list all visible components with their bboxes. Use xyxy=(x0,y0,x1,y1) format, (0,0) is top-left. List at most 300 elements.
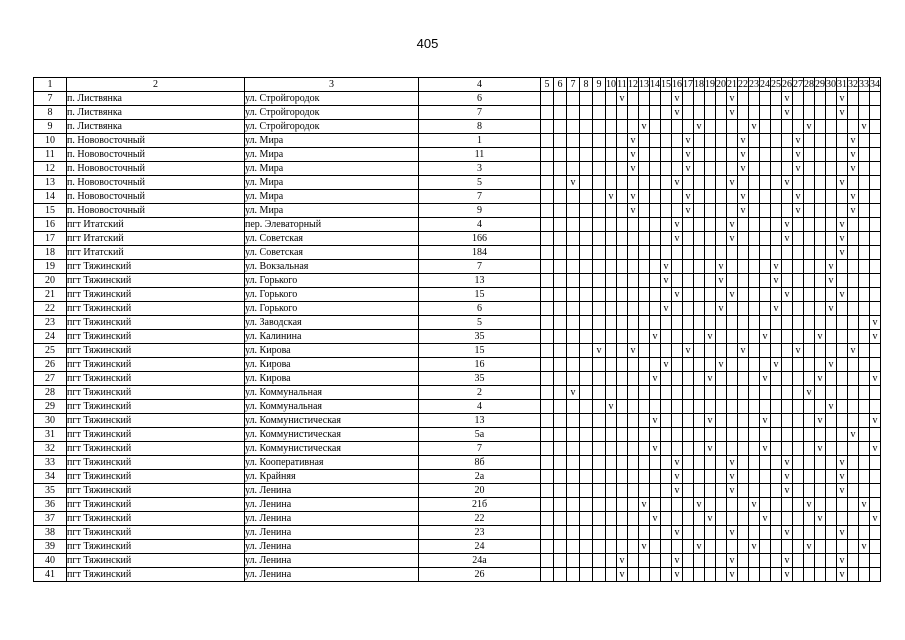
empty-cell xyxy=(826,372,837,386)
empty-cell xyxy=(650,484,661,498)
empty-cell xyxy=(650,162,661,176)
column-header: 27 xyxy=(793,78,803,90)
mark-cell: v xyxy=(793,344,804,358)
empty-cell xyxy=(639,176,650,190)
empty-cell xyxy=(683,498,694,512)
column-header: 14 xyxy=(650,78,660,90)
empty-cell xyxy=(716,330,727,344)
empty-cell xyxy=(541,176,554,190)
empty-cell xyxy=(650,190,661,204)
empty-cell xyxy=(580,316,593,330)
settlement-cell: пгт Итатский xyxy=(67,246,245,260)
empty-cell xyxy=(826,442,837,456)
empty-cell xyxy=(661,134,672,148)
empty-cell xyxy=(859,176,870,190)
row-number-cell: 11 xyxy=(34,148,67,162)
empty-cell xyxy=(749,302,760,316)
empty-cell xyxy=(650,400,661,414)
empty-cell xyxy=(859,204,870,218)
empty-cell xyxy=(580,386,593,400)
empty-cell xyxy=(683,484,694,498)
empty-cell xyxy=(859,218,870,232)
empty-cell xyxy=(567,92,580,106)
empty-cell xyxy=(541,120,554,134)
empty-cell xyxy=(727,358,738,372)
column-header: 7 xyxy=(567,78,580,92)
empty-cell xyxy=(567,428,580,442)
empty-cell xyxy=(738,372,749,386)
empty-cell xyxy=(593,162,606,176)
mark-cell: v xyxy=(727,568,738,582)
empty-cell xyxy=(837,400,848,414)
empty-cell xyxy=(859,302,870,316)
empty-cell xyxy=(826,120,837,134)
empty-cell xyxy=(639,190,650,204)
mark-cell: v xyxy=(617,92,628,106)
mark-cell: v xyxy=(760,372,771,386)
empty-cell xyxy=(771,526,782,540)
table-row xyxy=(34,400,881,414)
empty-cell xyxy=(738,498,749,512)
empty-cell xyxy=(606,106,617,120)
empty-cell xyxy=(837,330,848,344)
empty-cell xyxy=(650,120,661,134)
empty-cell xyxy=(837,204,848,218)
empty-cell xyxy=(771,386,782,400)
empty-cell xyxy=(760,358,771,372)
empty-cell xyxy=(815,344,826,358)
empty-cell xyxy=(859,316,870,330)
empty-cell xyxy=(815,400,826,414)
empty-cell xyxy=(606,484,617,498)
empty-cell xyxy=(580,554,593,568)
empty-cell xyxy=(870,162,881,176)
empty-cell xyxy=(567,372,580,386)
empty-cell xyxy=(593,288,606,302)
empty-cell xyxy=(760,456,771,470)
empty-cell xyxy=(793,386,804,400)
mark-cell: v xyxy=(727,456,738,470)
table-row xyxy=(34,316,881,330)
empty-cell xyxy=(617,260,628,274)
empty-cell xyxy=(593,246,606,260)
street-cell: пер. Элеваторный xyxy=(245,218,419,232)
empty-cell xyxy=(705,456,716,470)
empty-cell xyxy=(650,386,661,400)
empty-cell xyxy=(859,246,870,260)
empty-cell xyxy=(870,568,881,582)
empty-cell xyxy=(628,92,639,106)
empty-cell xyxy=(628,554,639,568)
column-header: 5 xyxy=(541,78,554,92)
mark-cell: v xyxy=(606,190,617,204)
empty-cell xyxy=(593,498,606,512)
house-cell: 22 xyxy=(419,512,541,526)
empty-cell xyxy=(554,134,567,148)
mark-cell: v xyxy=(848,134,859,148)
house-cell: 8 xyxy=(419,120,541,134)
empty-cell xyxy=(848,568,859,582)
empty-cell xyxy=(541,540,554,554)
empty-cell xyxy=(541,246,554,260)
empty-cell xyxy=(749,358,760,372)
empty-cell xyxy=(694,148,705,162)
empty-cell xyxy=(793,442,804,456)
empty-cell xyxy=(694,218,705,232)
house-cell: 7 xyxy=(419,106,541,120)
house-cell: 5 xyxy=(419,316,541,330)
empty-cell xyxy=(705,554,716,568)
empty-cell xyxy=(804,400,815,414)
column-header: 3 xyxy=(245,78,419,92)
empty-cell xyxy=(580,540,593,554)
empty-cell xyxy=(793,302,804,316)
mark-cell: v xyxy=(738,148,749,162)
empty-cell xyxy=(541,470,554,484)
empty-cell xyxy=(661,190,672,204)
empty-cell xyxy=(815,274,826,288)
empty-cell xyxy=(606,442,617,456)
empty-cell xyxy=(580,302,593,316)
empty-cell xyxy=(815,162,826,176)
empty-cell xyxy=(848,260,859,274)
empty-cell xyxy=(837,428,848,442)
mark-cell: v xyxy=(826,358,837,372)
empty-cell xyxy=(815,232,826,246)
empty-cell xyxy=(705,428,716,442)
row-number-cell: 22 xyxy=(34,302,67,316)
empty-cell xyxy=(760,246,771,260)
column-header: 23 xyxy=(749,78,759,90)
empty-cell xyxy=(793,218,804,232)
empty-cell xyxy=(661,428,672,442)
house-cell: 26 xyxy=(419,568,541,582)
empty-cell xyxy=(749,260,760,274)
empty-cell xyxy=(593,134,606,148)
empty-cell xyxy=(760,92,771,106)
table-row xyxy=(34,526,881,540)
empty-cell xyxy=(749,372,760,386)
empty-cell xyxy=(683,386,694,400)
house-cell: 1 xyxy=(419,134,541,148)
mark-cell: v xyxy=(782,232,793,246)
empty-cell xyxy=(694,428,705,442)
empty-cell xyxy=(738,302,749,316)
empty-cell xyxy=(628,274,639,288)
empty-cell xyxy=(661,316,672,330)
column-header: 31 xyxy=(837,78,847,90)
empty-cell xyxy=(859,428,870,442)
empty-cell xyxy=(639,386,650,400)
empty-cell xyxy=(606,260,617,274)
empty-cell xyxy=(567,288,580,302)
empty-cell xyxy=(738,92,749,106)
empty-cell xyxy=(716,344,727,358)
empty-cell xyxy=(661,484,672,498)
empty-cell xyxy=(771,568,782,582)
empty-cell xyxy=(593,190,606,204)
empty-cell xyxy=(639,484,650,498)
empty-cell xyxy=(727,190,738,204)
empty-cell xyxy=(683,456,694,470)
empty-cell xyxy=(804,106,815,120)
house-cell: 4 xyxy=(419,400,541,414)
row-number-cell: 24 xyxy=(34,330,67,344)
empty-cell xyxy=(683,526,694,540)
empty-cell xyxy=(749,526,760,540)
empty-cell xyxy=(606,386,617,400)
empty-cell xyxy=(738,316,749,330)
empty-cell xyxy=(567,106,580,120)
column-header: 16 xyxy=(672,78,682,90)
empty-cell xyxy=(749,400,760,414)
street-cell: ул. Крайняя xyxy=(245,470,419,484)
mark-cell: v xyxy=(793,148,804,162)
empty-cell xyxy=(639,134,650,148)
mark-cell: v xyxy=(672,92,683,106)
empty-cell xyxy=(848,442,859,456)
empty-cell xyxy=(870,358,881,372)
empty-cell xyxy=(771,106,782,120)
mark-cell: v xyxy=(672,484,683,498)
empty-cell xyxy=(694,554,705,568)
mark-cell: v xyxy=(683,162,694,176)
empty-cell xyxy=(826,512,837,526)
empty-cell xyxy=(628,218,639,232)
empty-cell xyxy=(541,414,554,428)
mark-cell: v xyxy=(837,246,848,260)
empty-cell xyxy=(617,512,628,526)
table-row xyxy=(34,148,881,162)
mark-cell: v xyxy=(628,344,639,358)
empty-cell xyxy=(837,134,848,148)
empty-cell xyxy=(738,456,749,470)
empty-cell xyxy=(848,316,859,330)
empty-cell xyxy=(672,386,683,400)
empty-cell xyxy=(859,568,870,582)
mark-cell: v xyxy=(683,204,694,218)
empty-cell xyxy=(848,358,859,372)
empty-cell xyxy=(771,232,782,246)
table-row xyxy=(34,512,881,526)
mark-cell: v xyxy=(628,148,639,162)
empty-cell xyxy=(782,316,793,330)
empty-cell xyxy=(804,92,815,106)
mark-cell: v xyxy=(848,148,859,162)
empty-cell xyxy=(567,568,580,582)
street-cell: ул. Ленина xyxy=(245,554,419,568)
mark-cell: v xyxy=(567,176,580,190)
empty-cell xyxy=(782,204,793,218)
empty-cell xyxy=(606,162,617,176)
column-header: 34 xyxy=(870,78,880,90)
empty-cell xyxy=(738,246,749,260)
settlement-cell: пгт Тяжинский xyxy=(67,470,245,484)
settlement-cell: п. Нововосточный xyxy=(67,190,245,204)
empty-cell xyxy=(870,498,881,512)
empty-cell xyxy=(837,120,848,134)
empty-cell xyxy=(567,498,580,512)
empty-cell xyxy=(567,134,580,148)
empty-cell xyxy=(793,400,804,414)
empty-cell xyxy=(705,218,716,232)
column-header: 19 xyxy=(705,78,715,90)
empty-cell xyxy=(617,330,628,344)
empty-cell xyxy=(541,190,554,204)
mark-cell: v xyxy=(837,456,848,470)
empty-cell xyxy=(771,92,782,106)
row-number-cell: 12 xyxy=(34,162,67,176)
empty-cell xyxy=(672,442,683,456)
empty-cell xyxy=(705,568,716,582)
empty-cell xyxy=(617,344,628,358)
settlement-cell: пгт Тяжинский xyxy=(67,302,245,316)
empty-cell xyxy=(554,554,567,568)
schedule-table xyxy=(33,77,881,582)
empty-cell xyxy=(705,316,716,330)
empty-cell xyxy=(705,204,716,218)
empty-cell xyxy=(617,190,628,204)
empty-cell xyxy=(804,330,815,344)
row-number-cell: 14 xyxy=(34,190,67,204)
empty-cell xyxy=(554,512,567,526)
empty-cell xyxy=(826,428,837,442)
empty-cell xyxy=(793,288,804,302)
empty-cell xyxy=(639,554,650,568)
street-cell: ул. Стройгородок xyxy=(245,106,419,120)
settlement-cell: пгт Тяжинский xyxy=(67,358,245,372)
street-cell: ул. Ленина xyxy=(245,568,419,582)
empty-cell xyxy=(617,120,628,134)
empty-cell xyxy=(554,428,567,442)
mark-cell: v xyxy=(760,330,771,344)
empty-cell xyxy=(628,176,639,190)
empty-cell xyxy=(870,288,881,302)
empty-cell xyxy=(650,106,661,120)
mark-cell: v xyxy=(628,204,639,218)
empty-cell xyxy=(837,372,848,386)
row-number-cell: 25 xyxy=(34,344,67,358)
mark-cell: v xyxy=(837,232,848,246)
empty-cell xyxy=(554,344,567,358)
empty-cell xyxy=(606,176,617,190)
empty-cell xyxy=(870,386,881,400)
empty-cell xyxy=(826,330,837,344)
empty-cell xyxy=(694,134,705,148)
empty-cell xyxy=(815,120,826,134)
empty-cell xyxy=(727,148,738,162)
empty-cell xyxy=(606,120,617,134)
house-cell: 2 xyxy=(419,386,541,400)
mark-cell: v xyxy=(716,358,727,372)
empty-cell xyxy=(541,344,554,358)
empty-cell xyxy=(617,218,628,232)
empty-cell xyxy=(567,148,580,162)
empty-cell xyxy=(782,442,793,456)
empty-cell xyxy=(567,274,580,288)
table-row xyxy=(34,120,881,134)
empty-cell xyxy=(694,92,705,106)
mark-cell: v xyxy=(727,92,738,106)
empty-cell xyxy=(705,540,716,554)
empty-cell xyxy=(793,372,804,386)
empty-cell xyxy=(541,232,554,246)
street-cell: ул. Советская xyxy=(245,232,419,246)
empty-cell xyxy=(580,442,593,456)
column-header: 32 xyxy=(848,78,858,90)
house-cell: 24а xyxy=(419,554,541,568)
empty-cell xyxy=(738,120,749,134)
empty-cell xyxy=(554,260,567,274)
empty-cell xyxy=(749,288,760,302)
empty-cell xyxy=(683,512,694,526)
empty-cell xyxy=(848,526,859,540)
empty-cell xyxy=(826,554,837,568)
empty-cell xyxy=(554,358,567,372)
empty-cell xyxy=(617,484,628,498)
empty-cell xyxy=(804,204,815,218)
empty-cell xyxy=(771,316,782,330)
empty-cell xyxy=(727,442,738,456)
empty-cell xyxy=(567,330,580,344)
row-number-cell: 18 xyxy=(34,246,67,260)
empty-cell xyxy=(760,344,771,358)
empty-cell xyxy=(541,498,554,512)
empty-cell xyxy=(716,456,727,470)
empty-cell xyxy=(541,134,554,148)
empty-cell xyxy=(617,400,628,414)
empty-cell xyxy=(760,554,771,568)
mark-cell: v xyxy=(848,162,859,176)
empty-cell xyxy=(694,414,705,428)
empty-cell xyxy=(705,260,716,274)
table-row xyxy=(34,470,881,484)
empty-cell xyxy=(541,288,554,302)
settlement-cell: п. Нововосточный xyxy=(67,162,245,176)
empty-cell xyxy=(694,232,705,246)
empty-cell xyxy=(859,288,870,302)
empty-cell xyxy=(804,470,815,484)
empty-cell xyxy=(628,428,639,442)
empty-cell xyxy=(639,274,650,288)
empty-cell xyxy=(749,330,760,344)
table-row xyxy=(34,288,881,302)
empty-cell xyxy=(628,246,639,260)
empty-cell xyxy=(837,442,848,456)
empty-cell xyxy=(567,302,580,316)
empty-cell xyxy=(749,176,760,190)
empty-cell xyxy=(738,218,749,232)
empty-cell xyxy=(859,92,870,106)
street-cell: ул. Коммунальная xyxy=(245,386,419,400)
empty-cell xyxy=(738,470,749,484)
mark-cell: v xyxy=(749,120,760,134)
mark-cell: v xyxy=(628,162,639,176)
empty-cell xyxy=(694,260,705,274)
mark-cell: v xyxy=(705,330,716,344)
mark-cell: v xyxy=(738,344,749,358)
empty-cell xyxy=(870,484,881,498)
empty-cell xyxy=(749,428,760,442)
empty-cell xyxy=(554,176,567,190)
empty-cell xyxy=(859,344,870,358)
empty-cell xyxy=(650,260,661,274)
mark-cell: v xyxy=(859,498,870,512)
settlement-cell: пгт Тяжинский xyxy=(67,512,245,526)
empty-cell xyxy=(804,134,815,148)
empty-cell xyxy=(859,372,870,386)
empty-cell xyxy=(606,92,617,106)
